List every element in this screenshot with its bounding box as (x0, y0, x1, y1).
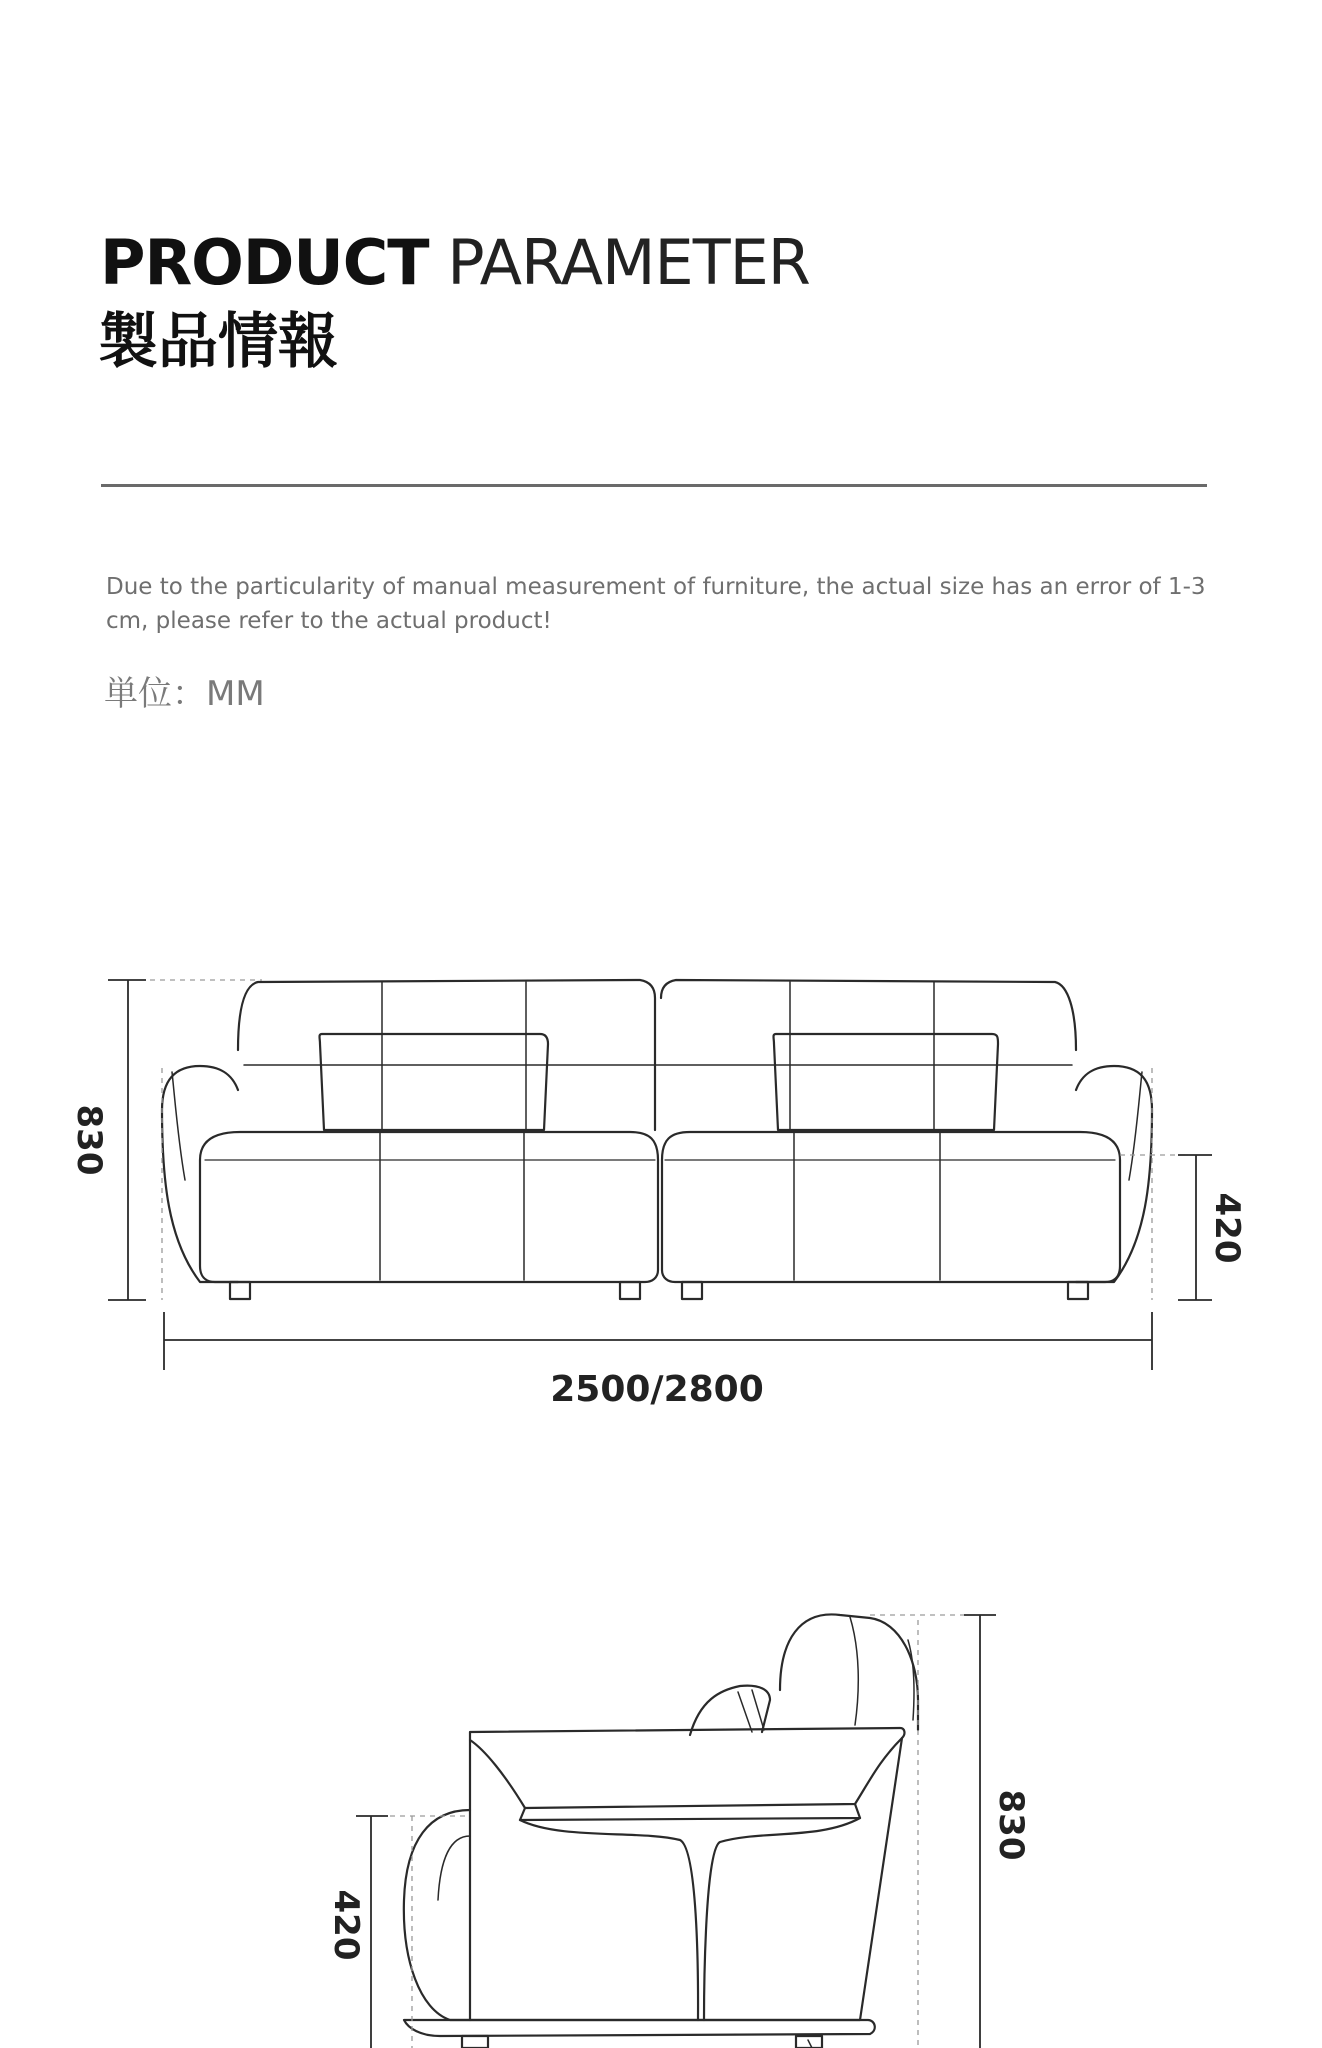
title-bold: PRODUCT (100, 226, 429, 299)
side-height-label: 830 (991, 1789, 1031, 1861)
measurement-note: Due to the particularity of manual measurement of furniture, the actual size has an error of 1-3 cm, please refer to the actual product! (106, 574, 1206, 634)
front-seat-height-label: 420 (1207, 1192, 1247, 1264)
side-seat-height-label: 420 (326, 1889, 366, 1961)
front-height-label: 830 (69, 1104, 109, 1176)
front-width-label: 2500/2800 (550, 1369, 764, 1410)
page-title-jp: 製品情報 (98, 307, 338, 377)
title-light: PARAMETER (447, 226, 810, 299)
unit-label: 単位：MM (104, 674, 265, 714)
